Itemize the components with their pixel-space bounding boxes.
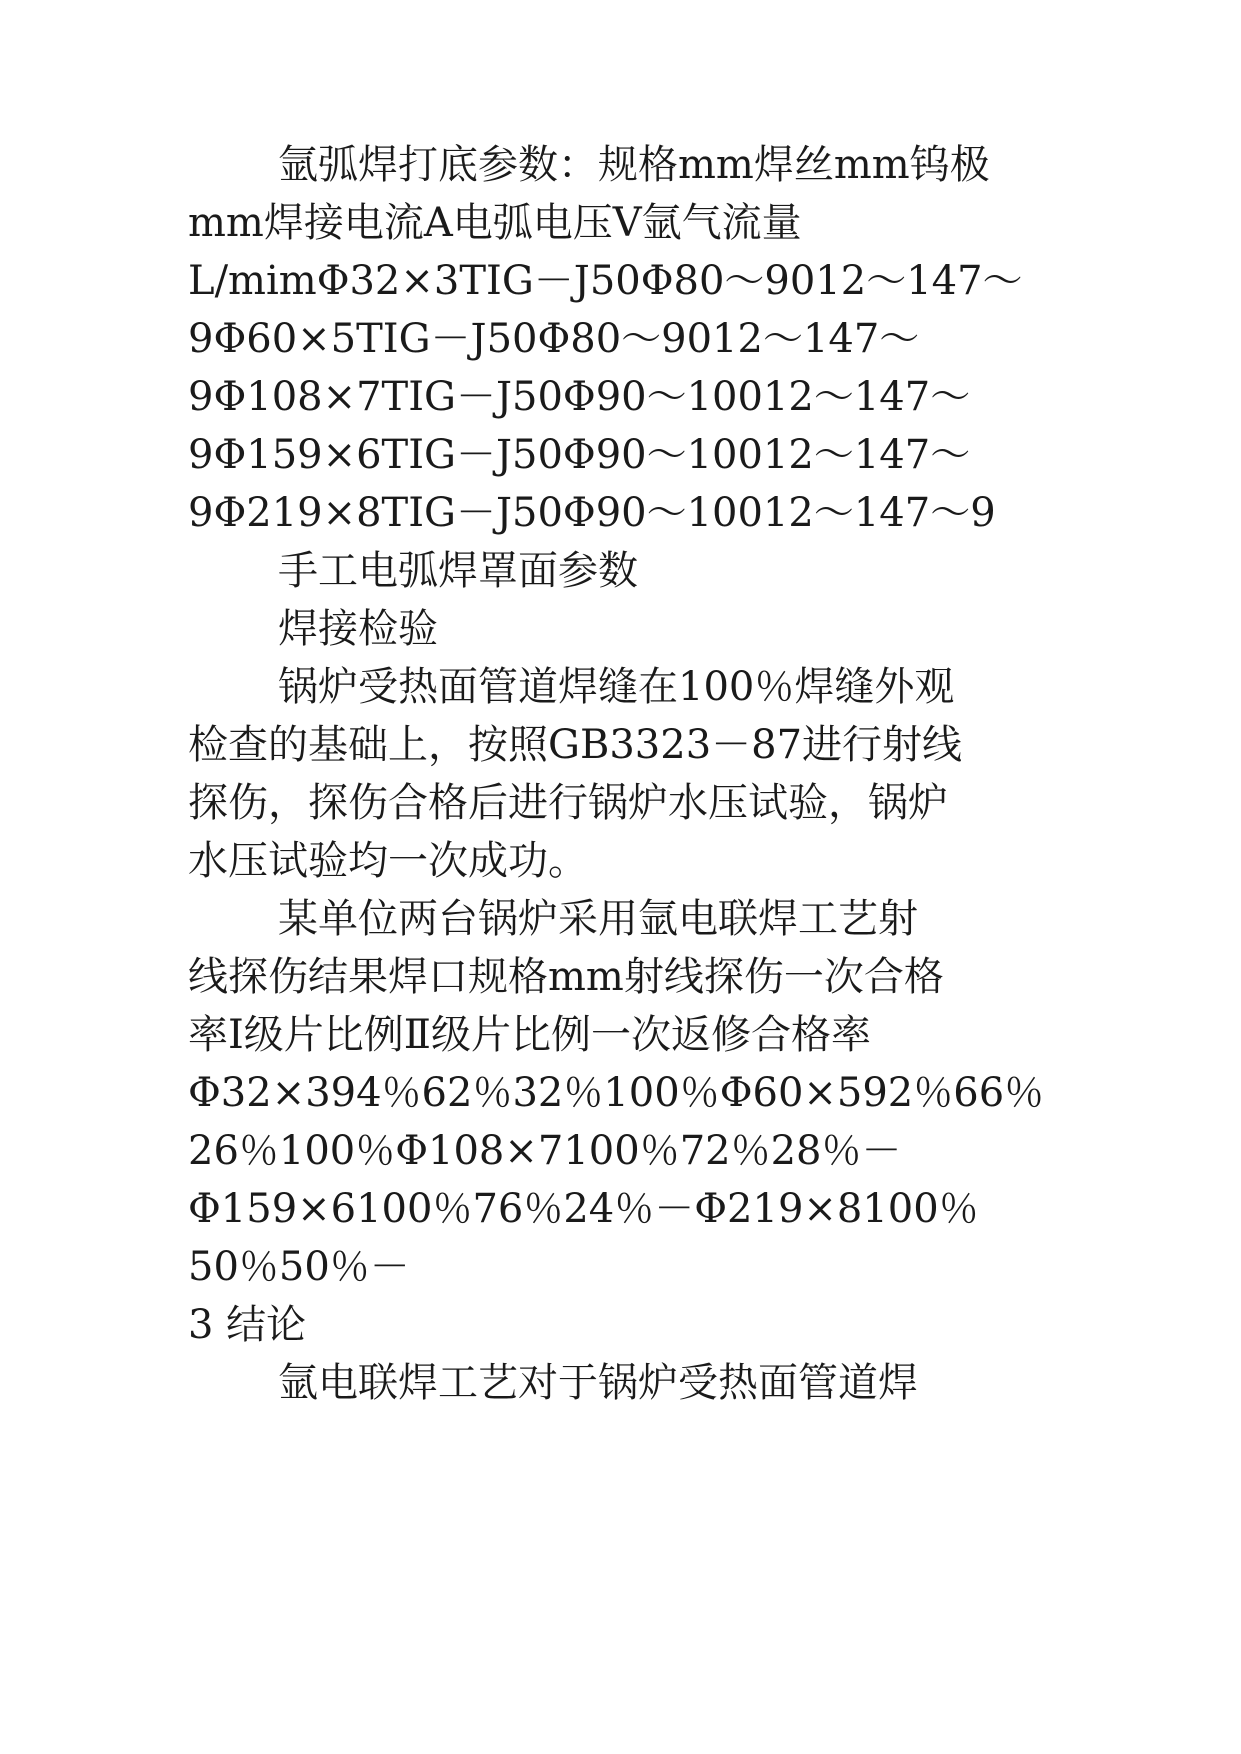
text-line: 9Φ159×6TIG－J50Φ90～10012～147～ [188, 432, 971, 478]
text-line: 氩弧焊打底参数：规格mm焊丝mm钨极 [278, 142, 990, 188]
section-heading: 3 结论 [188, 1302, 307, 1348]
subheading: 手工电弧焊罩面参数 [278, 548, 638, 594]
text-line: 线探伤结果焊口规格mm射线探伤一次合格 [188, 954, 944, 1000]
text-line: 9Φ60×5TIG－J50Φ80～9012～147～ [188, 316, 920, 362]
text-line: 水压试验均一次成功。 [188, 838, 588, 884]
text-line: 检查的基础上，按照GB3323－87进行射线 [188, 722, 963, 768]
text-line: 26％100％Φ108×7100％72％28％－ [188, 1128, 902, 1174]
text-line: Φ159×6100％76％24％－Φ219×8100％ [188, 1186, 979, 1232]
text-line: 50％50％－ [188, 1244, 410, 1290]
text-line: L/mimΦ32×3TIG－J50Φ80～9012～147～ [188, 258, 1023, 304]
text-line: Φ32×394％62％32％100％Φ60×592％66％ [188, 1070, 1045, 1116]
text-line: 9Φ108×7TIG－J50Φ90～10012～147～ [188, 374, 971, 420]
text-line: mm焊接电流A电弧电压V氩气流量 [188, 200, 802, 246]
text-line: 氩电联焊工艺对于锅炉受热面管道焊 [278, 1360, 918, 1406]
text-line: 某单位两台锅炉采用氩电联焊工艺射 [278, 896, 918, 942]
text-line: 9Φ219×8TIG－J50Φ90～10012～147～9 [188, 490, 996, 536]
text-line: 探伤，探伤合格后进行锅炉水压试验，锅炉 [188, 780, 948, 826]
subheading: 焊接检验 [278, 606, 438, 652]
text-line: 率Ⅰ级片比例Ⅱ级片比例一次返修合格率 [188, 1012, 871, 1058]
text-line: 锅炉受热面管道焊缝在100％焊缝外观 [278, 664, 955, 710]
